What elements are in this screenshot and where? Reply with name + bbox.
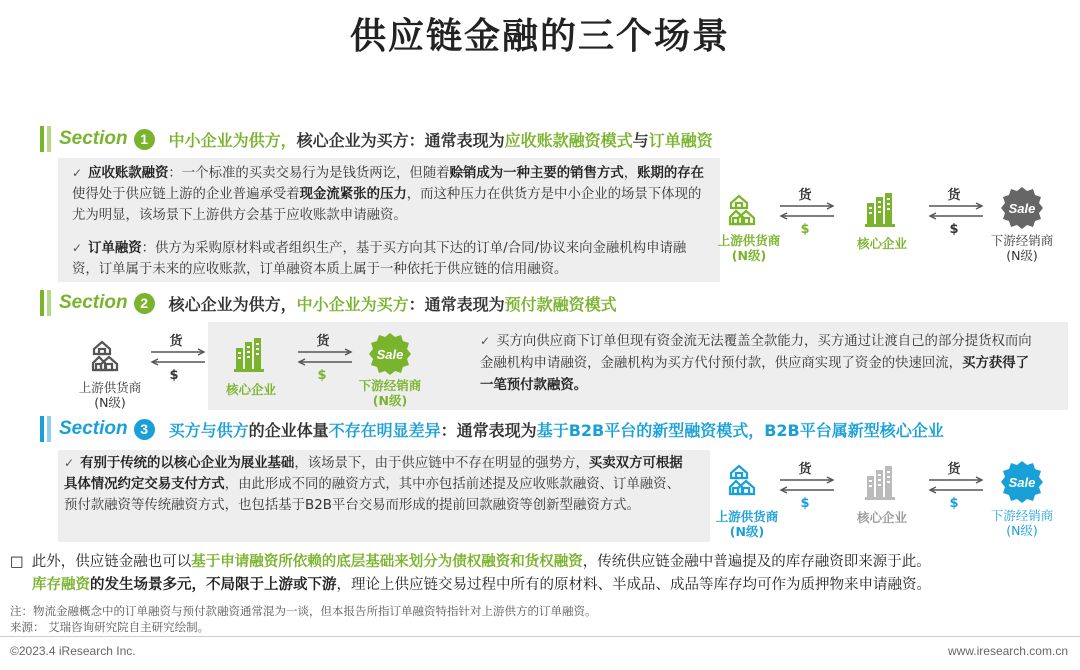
s3-money-label: $ bbox=[800, 496, 810, 511]
s2-goods-label: 货 bbox=[169, 334, 183, 349]
s3-upstream-label: 上游供货商 (N级) bbox=[715, 509, 779, 539]
sale-seal-icon bbox=[1000, 186, 1044, 230]
s3-core-label: 核心企业 bbox=[856, 510, 907, 525]
section-3-number: 3 bbox=[134, 419, 155, 440]
s1-upstream-label: 上游供货商 (N级) bbox=[717, 233, 781, 263]
house-icon bbox=[728, 192, 764, 226]
section-1-title: 中小企业为供方，核心企业为买方：通常表现为应收账款融资模式与订单融资 bbox=[168, 130, 713, 150]
s2-upstream-label: 上游供货商 (N级) bbox=[78, 380, 142, 410]
sale-seal-icon bbox=[1000, 460, 1044, 504]
s1-downstream-label: 下游经销商 (N级) bbox=[990, 233, 1054, 263]
section-2-number: 2 bbox=[134, 293, 155, 314]
s3-goods-label: 货 bbox=[798, 462, 812, 477]
exchange-arrows-icon bbox=[150, 348, 206, 366]
s2-money2-label: $ bbox=[317, 368, 327, 383]
s1-goods2-label: 货 bbox=[947, 188, 961, 203]
source-note: 来源： 艾瑞咨询研究院自主研究绘制。 bbox=[10, 620, 210, 634]
building-icon bbox=[865, 466, 895, 500]
house-icon bbox=[91, 338, 127, 372]
svg-text:Sale: Sale bbox=[1008, 201, 1036, 216]
s3-downstream-label: 下游经销商 (N级) bbox=[990, 508, 1054, 538]
bottom-line-2: 库存融资的发生场景多元，不局限于上游或下游，理论上供应链交易过程中所有的原材料、半成品、成品等库存均可作为质押物来申请融资。 bbox=[32, 577, 931, 593]
section-1-number: 1 bbox=[134, 129, 155, 150]
checkmark-icon: ✓ bbox=[72, 241, 83, 255]
section-1-header bbox=[40, 124, 713, 154]
svg-text:Sale: Sale bbox=[1008, 475, 1036, 490]
section-3-title: 买方与供方的企业体量不存在明显差异：通常表现为基于B2B平台的新型融资模式，B2B平台属新型核心企业 bbox=[168, 420, 944, 440]
s2-core-label: 核心企业 bbox=[225, 382, 276, 397]
exchange-arrows-icon bbox=[779, 202, 835, 220]
svg-text:Sale: Sale bbox=[376, 347, 404, 362]
bottom-line-1: □ 此外，供应链金融也可以基于申请融资所依赖的底层基础来划分为债权融资和货权融资，传统供应链金融中普遍提及的库存融资即来源于此。 bbox=[10, 554, 931, 570]
footer-divider bbox=[0, 636, 1080, 637]
exchange-arrows-icon bbox=[928, 202, 984, 220]
s1-money-label: $ bbox=[800, 222, 810, 237]
section-3-header bbox=[40, 414, 944, 444]
sale-seal-icon bbox=[368, 332, 412, 376]
exchange-arrows-icon bbox=[297, 348, 353, 366]
section-2-title: 核心企业为供方，中小企业为买方：通常表现为预付款融资模式 bbox=[168, 294, 617, 314]
bottom-summary bbox=[10, 551, 1076, 597]
section-3-para: ✓ 有别于传统的以核心企业为展业基础，该场景下，由于供应链中不存在明显的强势方，买卖双方可根据具体情况约定交易支付方式，由此形成不同的融资方式，其中亦包括前述提及应收账款融资、订单融资、预付款融资等传统融资方式，也包括基于B2B平台交易而形成的提前回款融资等创新型融资方式。 bbox=[64, 456, 683, 513]
copyright: ©2023.4 iResearch Inc. bbox=[10, 644, 136, 658]
s3-money2-label: $ bbox=[949, 496, 959, 511]
section-1-para-order: ✓ 订单融资：供方为采购原材料或者组织生产，基于买方向其下达的订单/合同/协议来向金融机构申请融资，订单属于未来的应收账款，订单融资本质上属于一种依托于供应链的信用融资。 bbox=[72, 241, 687, 277]
section-2-bar-icon bbox=[40, 290, 51, 316]
square-bullet-icon: □ bbox=[10, 554, 24, 570]
section-3-word: Section bbox=[59, 418, 128, 439]
footnote: 注：物流金融概念中的订单融资与预付款融资通常混为一谈，但本报告所指订单融资特指针对上游供方的订单融资。 bbox=[10, 604, 597, 618]
exchange-arrows-icon bbox=[928, 476, 984, 494]
checkmark-icon: ✓ bbox=[72, 166, 83, 180]
page-title: 供应链金融的三个场景 bbox=[349, 16, 730, 57]
section-1-para-receivables: ✓ 应收账款融资：一个标准的买卖交易行为是钱货两讫，但随着赊销成为一种主要的销售方式，账期的存在使得处于供应链上游的企业普遍承受着现金流紧张的压力，而这种压力在供货方是中小企业的场景下体现的尤为明显，该场景下上游供方会基于应收账款申请融资。 bbox=[72, 166, 705, 223]
s3-goods2-label: 货 bbox=[947, 462, 961, 477]
s2-money-label: $ bbox=[169, 368, 179, 383]
s1-money2-label: $ bbox=[949, 222, 959, 237]
section-2-para: ✓ 买方向供应商下订单但现有资金流无法覆盖全款能力，买方通过让渡自己的部分提货权而向金融机构申请融资，金融机构为买方代付预付款，供应商实现了资金的快速回流，买方获得了一笔预付款融资。 bbox=[480, 334, 1032, 393]
checkmark-icon: ✓ bbox=[64, 456, 75, 470]
s1-core-label: 核心企业 bbox=[856, 236, 907, 251]
section-2-word: Section bbox=[59, 292, 128, 313]
section-3-bar-icon bbox=[40, 416, 51, 442]
section-1-bar-icon bbox=[40, 126, 51, 152]
section-2-header bbox=[40, 288, 617, 318]
s2-goods2-label: 货 bbox=[316, 334, 330, 349]
exchange-arrows-icon bbox=[779, 476, 835, 494]
checkmark-icon: ✓ bbox=[480, 334, 491, 348]
building-icon bbox=[234, 338, 264, 372]
website-link[interactable]: www.iresearch.com.cn bbox=[947, 644, 1068, 658]
s2-downstream-label: 下游经销商 (N级) bbox=[358, 378, 422, 408]
house-icon bbox=[728, 462, 764, 496]
building-icon bbox=[865, 193, 895, 227]
s1-goods-label: 货 bbox=[798, 188, 812, 203]
section-1-word: Section bbox=[59, 128, 128, 149]
